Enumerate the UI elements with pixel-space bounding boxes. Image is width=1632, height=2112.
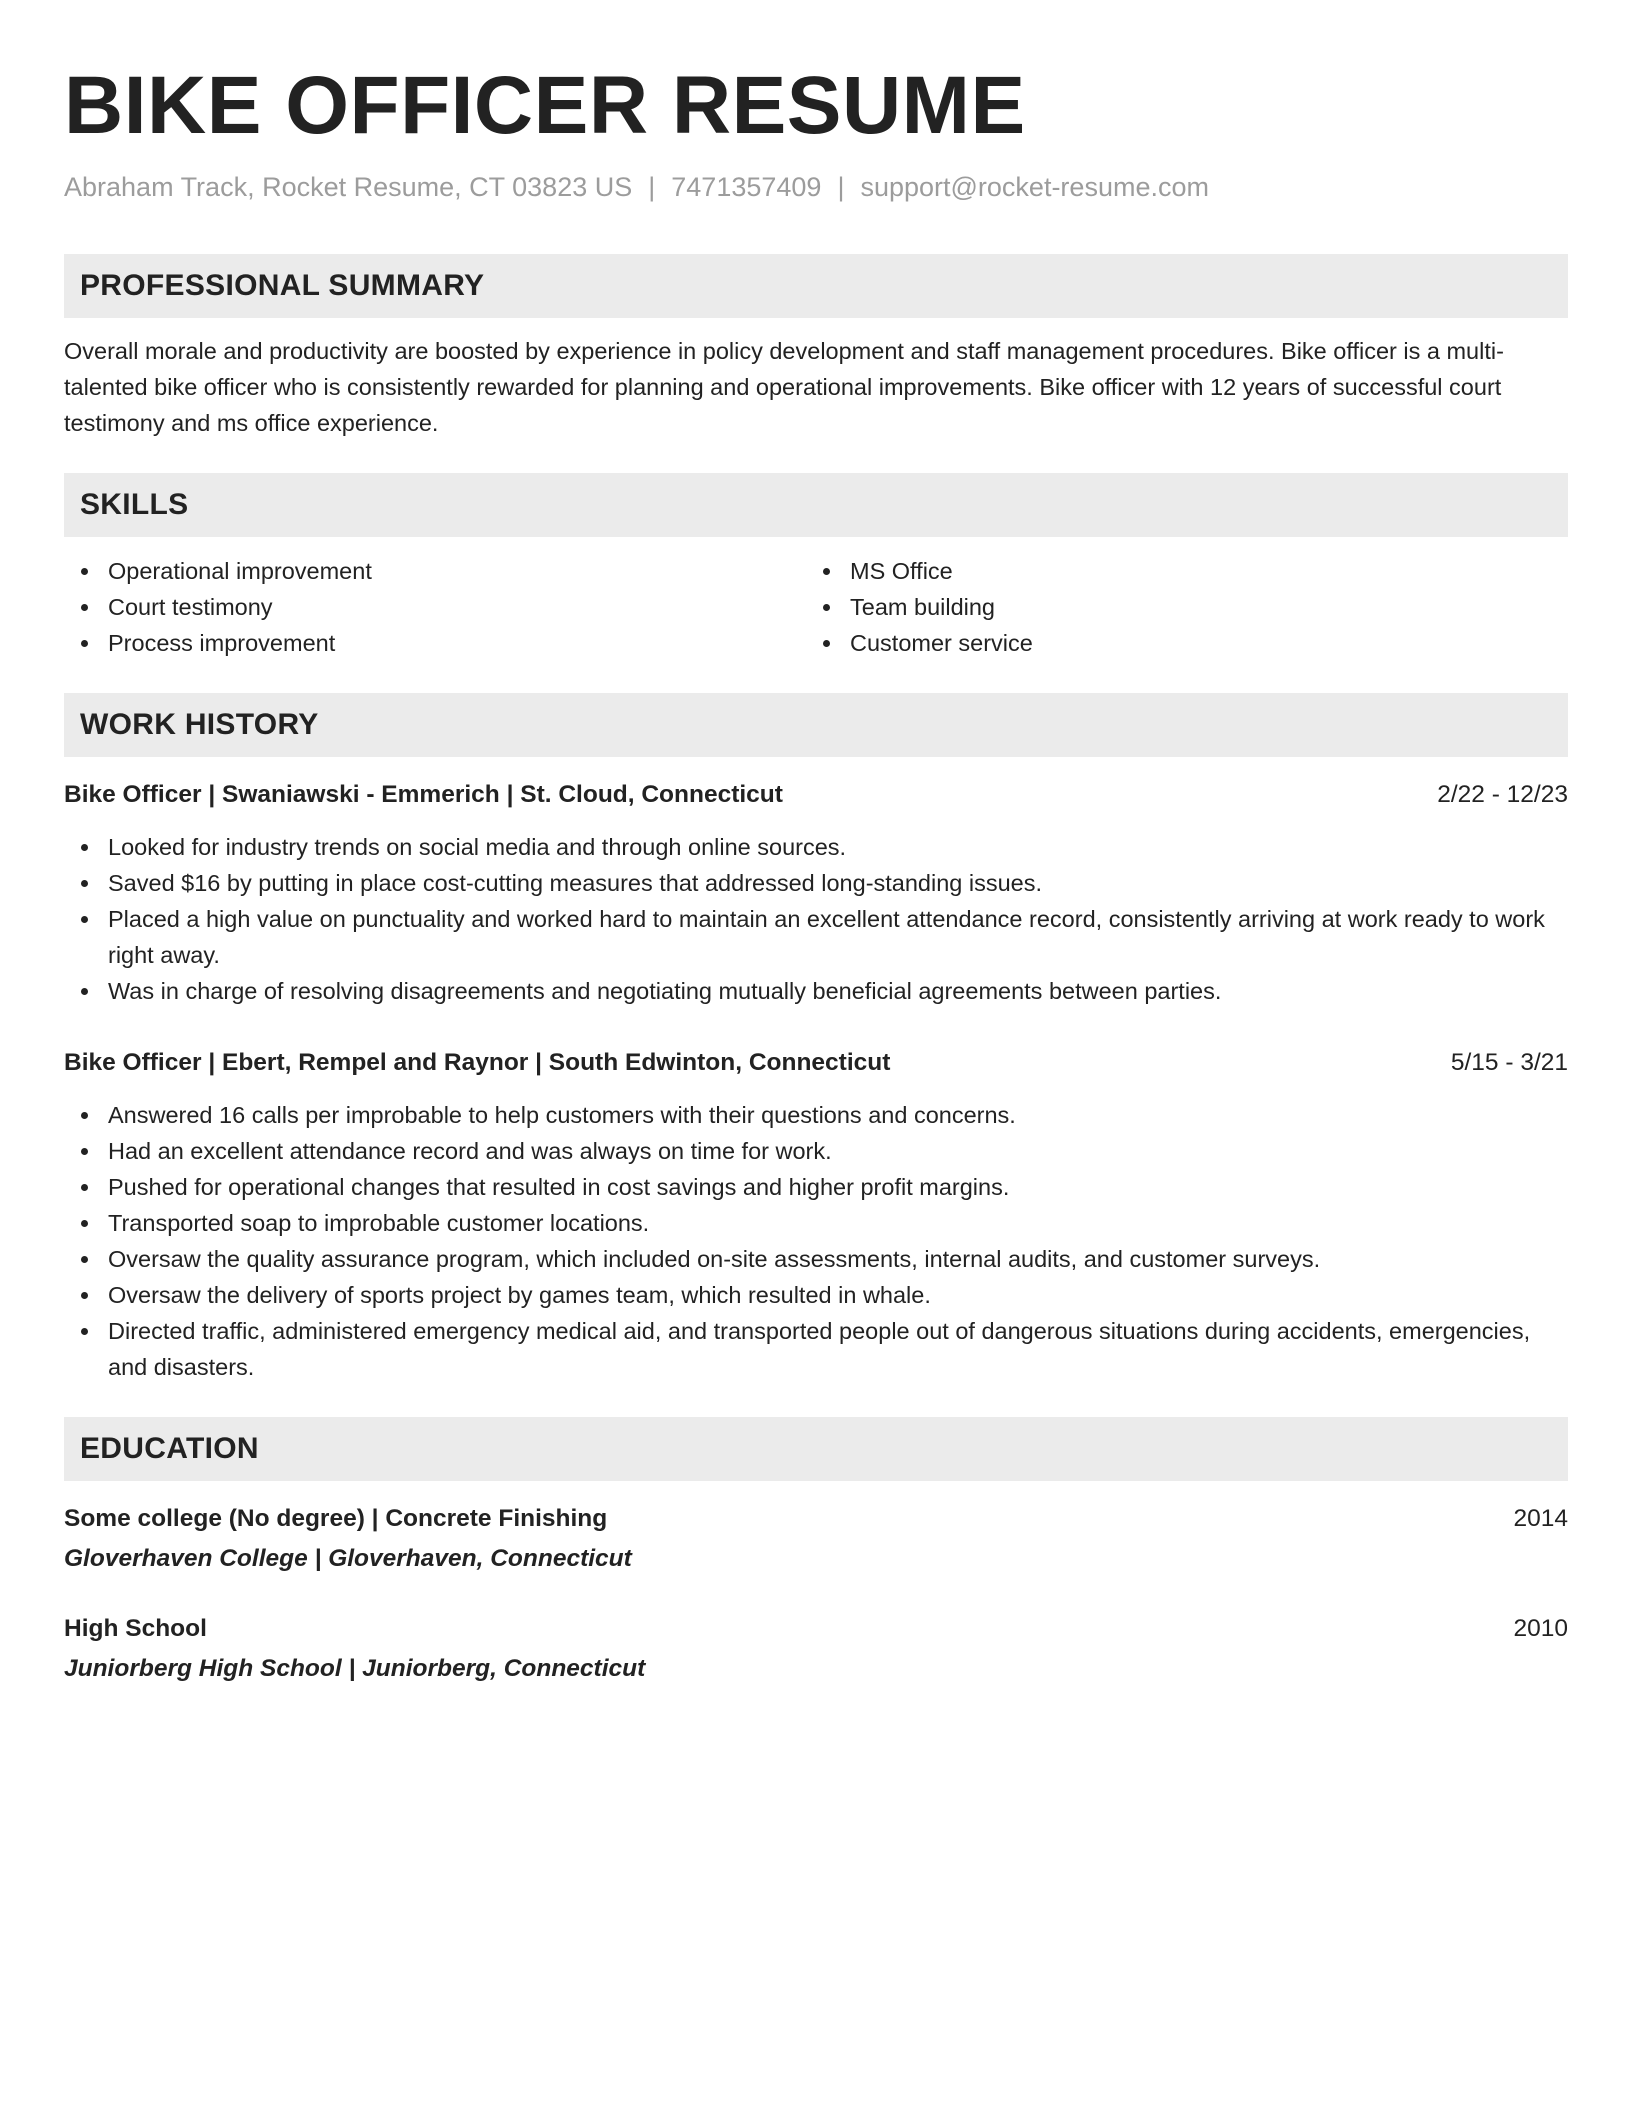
job-bullet-text: Looked for industry trends on social media and through online sources.: [108, 834, 847, 860]
job-bullet: [64, 1133, 1568, 1169]
skill-item: [806, 553, 1548, 589]
job-bullet: [64, 1169, 1568, 1205]
skill-label: Customer service: [850, 630, 1033, 656]
skill-label: MS Office: [850, 558, 953, 584]
job-bullet-text: Oversaw the quality assurance program, which included on-site assessments, internal audits, and customer surveys.: [108, 1246, 1321, 1272]
job-bullet: [64, 1097, 1568, 1133]
education-heading-row: [64, 1611, 1568, 1647]
contact-phone: 7471357409: [671, 172, 822, 202]
education-school: Gloverhaven College | Gloverhaven, Connecticut: [64, 1545, 632, 1572]
skill-label: Process improvement: [108, 630, 336, 656]
skill-label: Operational improvement: [108, 558, 372, 584]
section-header-work-history: WORK HISTORY: [64, 693, 1568, 757]
job-bullet: [64, 1277, 1568, 1313]
job-bullet: [64, 901, 1568, 973]
bullet-icon: [81, 1184, 88, 1191]
summary-text: Overall morale and productivity are boosted by experience in policy development and staff management procedures. Bike officer is a multi-talented bike officer who is consistently rewarded for planning and operational improvements. Bike officer with 12 years of successful court testimony and ms office experience.: [64, 338, 1504, 436]
job-bullet: [64, 1205, 1568, 1241]
bullet-icon: [81, 1112, 88, 1119]
job-bullet-text: Transported soap to improbable customer locations.: [108, 1210, 650, 1236]
education-year: 2010: [1513, 1615, 1568, 1642]
education-degree: High School: [64, 1615, 207, 1642]
bullet-icon: [823, 640, 830, 647]
education-entry: [64, 1611, 1568, 1687]
job-bullet-text: Placed a high value on punctuality and worked hard to maintain an excellent attendance record, consistently arriving at work ready to work right away.: [108, 906, 1545, 968]
job-bullet: [64, 973, 1568, 1009]
bullet-icon: [823, 604, 830, 611]
job-bullet-text: Directed traffic, administered emergency medical aid, and transported people out of dangerous situations during accidents, emergencies, and disasters.: [108, 1318, 1531, 1380]
skills-column-right: [806, 553, 1548, 661]
contact-address: Abraham Track, Rocket Resume, CT 03823 US: [64, 172, 633, 202]
job-dates: 5/15 - 3/21: [1450, 1049, 1568, 1076]
resume-title: BIKE OFFICER RESUME: [64, 60, 1026, 151]
job-bullet-list: [64, 829, 1568, 1009]
job-bullet: [64, 829, 1568, 865]
job-entry: [64, 1045, 1568, 1385]
skill-item: [806, 625, 1548, 661]
job-dates: 2/22 - 12/23: [1437, 781, 1568, 808]
job-heading-row: [64, 777, 1568, 813]
bullet-icon: [81, 568, 88, 575]
job-heading-row: [64, 1045, 1568, 1081]
job-bullet: [64, 1241, 1568, 1277]
skill-item: [64, 625, 806, 661]
education-entry: [64, 1501, 1568, 1577]
skill-label: Court testimony: [108, 594, 273, 620]
contact-line: [64, 170, 1568, 204]
education-degree: Some college (No degree) | Concrete Finishing: [64, 1505, 608, 1532]
bullet-icon: [81, 604, 88, 611]
bullet-icon: [81, 1220, 88, 1227]
bullet-icon: [81, 1328, 88, 1335]
job-bullet-text: Saved $16 by putting in place cost-cutting measures that addressed long-standing issues.: [108, 870, 1043, 896]
section-header-skills: SKILLS: [64, 473, 1568, 537]
bullet-icon: [81, 1292, 88, 1299]
job-bullet-text: Was in charge of resolving disagreements and negotiating mutually beneficial agreements between parties.: [108, 978, 1222, 1004]
skill-item: [64, 553, 806, 589]
education-heading-row: [64, 1501, 1568, 1537]
contact-separator: |: [648, 172, 656, 202]
education-year: 2014: [1513, 1505, 1568, 1532]
contact-email: support@rocket-resume.com: [860, 172, 1209, 202]
job-bullet: [64, 1313, 1568, 1385]
section-header-summary: PROFESSIONAL SUMMARY: [64, 254, 1568, 318]
skill-item: [64, 589, 806, 625]
job-title: Bike Officer | Swaniawski - Emmerich | St. Cloud, Connecticut: [64, 781, 783, 808]
bullet-icon: [81, 1148, 88, 1155]
skill-item: [806, 589, 1548, 625]
bullet-icon: [81, 844, 88, 851]
bullet-icon: [81, 880, 88, 887]
skills-grid: [64, 553, 1568, 661]
job-bullet-text: Pushed for operational changes that resulted in cost savings and higher profit margins.: [108, 1174, 1010, 1200]
job-bullet-text: Answered 16 calls per improbable to help customers with their questions and concerns.: [108, 1102, 1016, 1128]
job-bullet-text: Oversaw the delivery of sports project by games team, which resulted in whale.: [108, 1282, 931, 1308]
section-header-education: EDUCATION: [64, 1417, 1568, 1481]
bullet-icon: [81, 916, 88, 923]
job-title: Bike Officer | Ebert, Rempel and Raynor | South Edwinton, Connecticut: [64, 1049, 891, 1076]
job-bullet: [64, 865, 1568, 901]
skill-label: Team building: [850, 594, 996, 620]
contact-separator: |: [837, 172, 845, 202]
bullet-icon: [823, 568, 830, 575]
bullet-icon: [81, 988, 88, 995]
job-entry: [64, 777, 1568, 1009]
bullet-icon: [81, 1256, 88, 1263]
skills-column-left: [64, 553, 806, 661]
job-bullet-list: [64, 1097, 1568, 1385]
job-bullet-text: Had an excellent attendance record and was always on time for work.: [108, 1138, 832, 1164]
bullet-icon: [81, 640, 88, 647]
education-school: Juniorberg High School | Juniorberg, Connecticut: [64, 1655, 646, 1682]
